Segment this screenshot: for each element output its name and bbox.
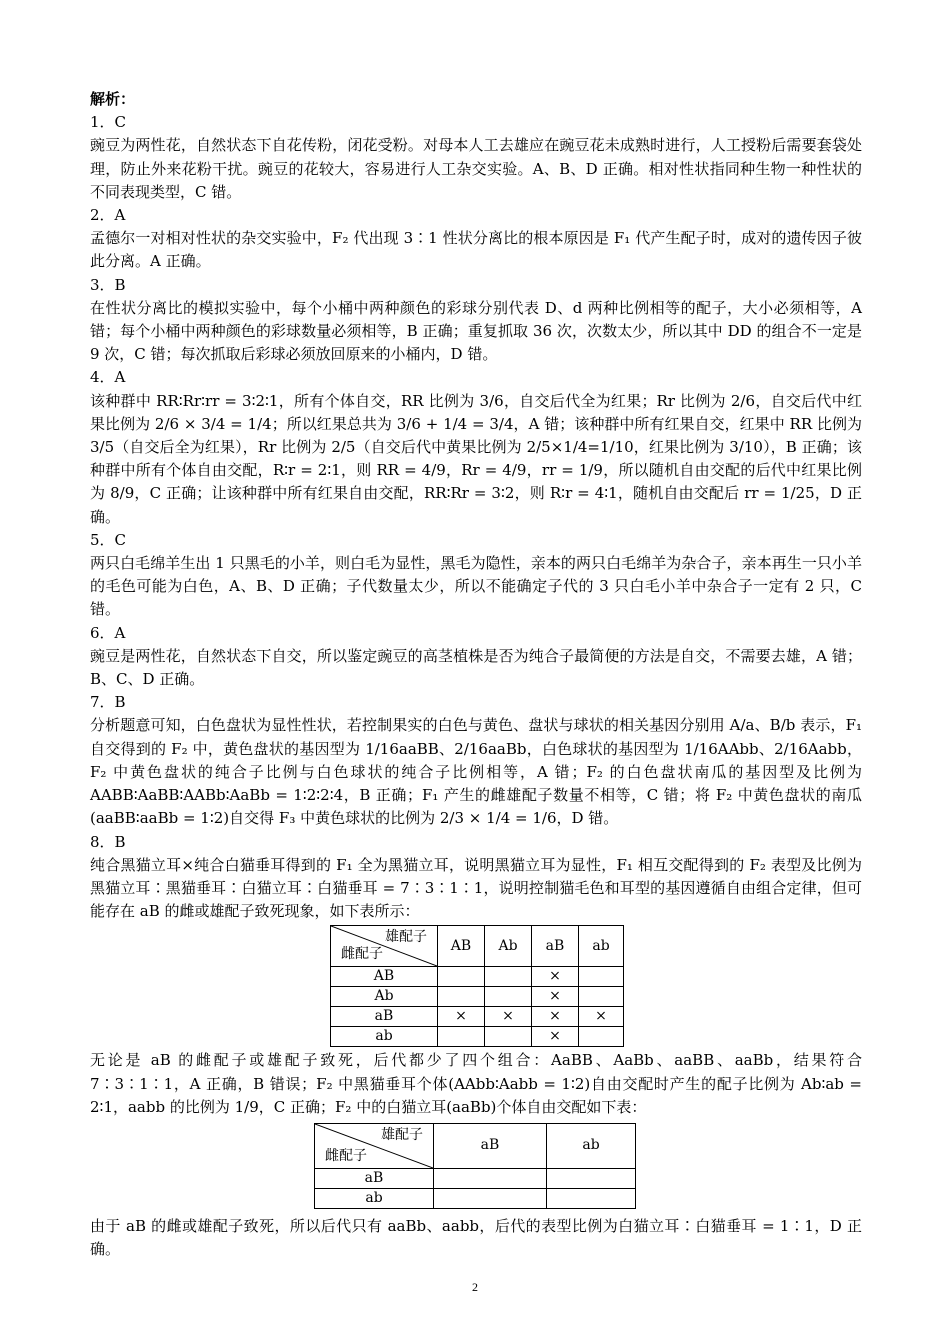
male-gamete-label: 雄配子 (381, 1126, 423, 1143)
table-cell (434, 1168, 547, 1188)
answer-item (90, 691, 862, 830)
table-cell (485, 987, 532, 1007)
answer-item (90, 831, 862, 924)
table-cell: × (532, 987, 579, 1007)
section-heading: 解析： (90, 90, 136, 108)
answer-explanation: 分析题意可知，白色盘状为显性性状，若控制果实的白色与黄色、盘状与球状的相关基因分别用 A/a、B/b 表示，F₁ 自交得到的 F₂ 中，黄色盘状的基因型为 1/16aaBB、2/16aaBb，白色球状的基因型为 1/16AAbb、2/16Aabb，F₂ 中黄色盘状的纯合子比例与白色球状的纯合子比例相等，A 错；F₂ 的白色盘状南瓜的基因型及比例为 AABB∶AaBB∶AABb∶AaBb = 1∶2∶2∶4，B 正确；F₁ 产生的雌雄配子数量不相等，C 错；将 F₂ 中黄色盘状的南瓜(aaBB∶aaBb = 1∶2)自交得 F₃ 中黄色球状的比例为 2/3 × 1/4 = 1/6，D 错。 (90, 716, 862, 828)
table-row (331, 1007, 624, 1027)
column-header: aB (532, 926, 579, 967)
answer-explanation: 纯合黑猫立耳×纯合白猫垂耳得到的 F₁ 全为黑猫立耳，说明黑猫立耳为显性，F₁ 相互交配得到的 F₂ 表型及比例为黑猫立耳∶黑猫垂耳∶白猫立耳∶白猫垂耳 = 7∶3∶1∶1，说明控制猫毛色和耳型的基因遵循自由组合定律，但可能存在 aB 的雌或雄配子致死现象，如下表所示： (90, 855, 862, 921)
row-header: AB (331, 967, 438, 987)
table-cell: × (438, 1007, 485, 1027)
table-cell (579, 1027, 624, 1047)
table-corner-cell (315, 1123, 434, 1168)
answer-key: 6．A (90, 623, 126, 642)
table-row (331, 1027, 624, 1047)
answer-list (90, 111, 862, 923)
table-row (331, 967, 624, 987)
table-row (315, 1168, 636, 1188)
column-header: ab (547, 1123, 636, 1168)
answer-item (90, 274, 862, 367)
page-number: 2 (472, 1280, 478, 1294)
answer-key: 2．A (90, 206, 126, 225)
table-cell: × (485, 1007, 532, 1027)
answer-key: 7．B (90, 693, 126, 712)
female-gamete-label: 雌配子 (341, 946, 383, 963)
column-header: Ab (485, 926, 532, 967)
row-header: ab (315, 1188, 434, 1208)
table1-explanation: 无论是 aB 的雌配子或雄配子致死，后代都少了四个组合：AaBB、AaBb、aaBB、aaBb，结果符合 7∶3∶1∶1，A 正确，B 错误；F₂ 中黑猫垂耳个体(AAbb∶Aabb = 1∶2)自由交配时产生的配子比例为 Ab∶ab = 2∶1，aabb 的比例为 1/9，C 正确；F₂ 中的白猫立耳(aaBb)个体自由交配如下表： (90, 1051, 862, 1116)
table-corner-cell (331, 926, 438, 967)
table-cell (434, 1188, 547, 1208)
table-cell (485, 1027, 532, 1047)
answer-item (90, 622, 862, 692)
row-header: ab (331, 1027, 438, 1047)
answer-explanation: 豌豆是两性花，自然状态下自交，所以鉴定豌豆的高茎植株是否为纯合子最简便的方法是自交，不需要去雄，A 错；B、C、D 正确。 (90, 646, 862, 689)
table-cell (579, 987, 624, 1007)
table-cell: × (532, 1027, 579, 1047)
table-cell (438, 987, 485, 1007)
column-header: AB (438, 926, 485, 967)
answer-explanation: 在性状分离比的模拟实验中，每个小桶中两种颜色的彩球分别代表 D、d 两种比例相等的配子，大小必须相等，A 错；每个小桶中两种颜色的彩球数量必须相等，B 正确；重复抓取 36 次，次数太少，所以其中 DD 的组合不一定是 9 次，C 错；每次抓取后彩球必须放回原来的小桶内，D 错。 (90, 298, 862, 364)
answer-key: 5．C (90, 530, 127, 549)
table-cell (547, 1168, 636, 1188)
row-header: Ab (331, 987, 438, 1007)
answer-explanation: 两只白毛绵羊生出 1 只黑毛的小羊，则白毛为显性，黑毛为隐性，亲本的两只白毛绵羊为杂合子，亲本再生一只小羊的毛色可能为白色，A、B、D 正确；子代数量太少，所以不能确定子代的 3 只白毛小羊中杂合子一定有 2 只，C 错。 (90, 554, 862, 619)
answer-item (90, 111, 862, 204)
table-cell (438, 967, 485, 987)
table-cell (579, 967, 624, 987)
answer-key: 1．C (90, 113, 127, 132)
table2-explanation: 由于 aB 的雌或雄配子致死，所以后代只有 aaBb、aabb，后代的表型比例为白猫立耳∶白猫垂耳 = 1∶1，D 正确。 (90, 1216, 862, 1259)
answer-item (90, 366, 862, 528)
column-header: ab (579, 926, 624, 967)
table-row (315, 1188, 636, 1208)
female-gamete-label: 雌配子 (325, 1147, 367, 1164)
row-header: aB (331, 1007, 438, 1027)
gamete-table-2 (314, 1123, 636, 1209)
answer-key: 8．B (90, 832, 126, 851)
table-cell: × (532, 967, 579, 987)
table-cell (485, 967, 532, 987)
answer-explanation: 该种群中 RR∶Rr∶rr = 3∶2∶1，所有个体自交，RR 比例为 3/6，自交后代全为红果；Rr 比例为 2/6，自交后代中红果比例为 2/6 × 3/4 = 1/4；所以红果总共为 3/6 + 1/4 = 3/4，A 错；该种群中所有红果自交，红果中 RR 比例为 3/5（自交后全为红果），Rr 比例为 2/5（自交后代中黄果比例为 2/5×1/4=1/10，红果比例为 3/10），B 正确；该种群中所有个体自由交配，R∶r = 2∶1，则 RR = 4/9，Rr = 4/9，rr = 1/9，所以随机自由交配的后代中红果比例为 8/9，C 正确；让该种群中所有红果自由交配，RR∶Rr = 3∶2，则 R∶r = 4∶1，随机自由交配后 rr = 1/25，D 正确。 (90, 391, 862, 526)
answer-key: 3．B (90, 275, 126, 294)
table-cell (547, 1188, 636, 1208)
answer-item (90, 204, 862, 274)
column-header: aB (434, 1123, 547, 1168)
answer-key: 4．A (90, 368, 126, 387)
answer-item (90, 529, 862, 622)
answer-explanations (90, 88, 862, 1261)
male-gamete-label: 雄配子 (385, 929, 427, 946)
table-cell (438, 1027, 485, 1047)
answer-explanation: 孟德尔一对相对性状的杂交实验中，F₂ 代出现 3∶1 性状分离比的根本原因是 F₁ 代产生配子时，成对的遗传因子彼此分离。A 正确。 (90, 229, 862, 271)
table-cell: × (579, 1007, 624, 1027)
row-header: aB (315, 1168, 434, 1188)
gamete-table-1 (330, 925, 624, 1047)
table-row (331, 987, 624, 1007)
answer-explanation: 豌豆为两性花，自然状态下自花传粉，闭花受粉。对母本人工去雄应在豌豆花未成熟时进行，人工授粉后需要套袋处理，防止外来花粉干扰。豌豆的花较大，容易进行人工杂交实验。A、B、D 正确。相对性状指同种生物一种性状的不同表现类型，C 错。 (90, 136, 862, 201)
table-cell: × (532, 1007, 579, 1027)
